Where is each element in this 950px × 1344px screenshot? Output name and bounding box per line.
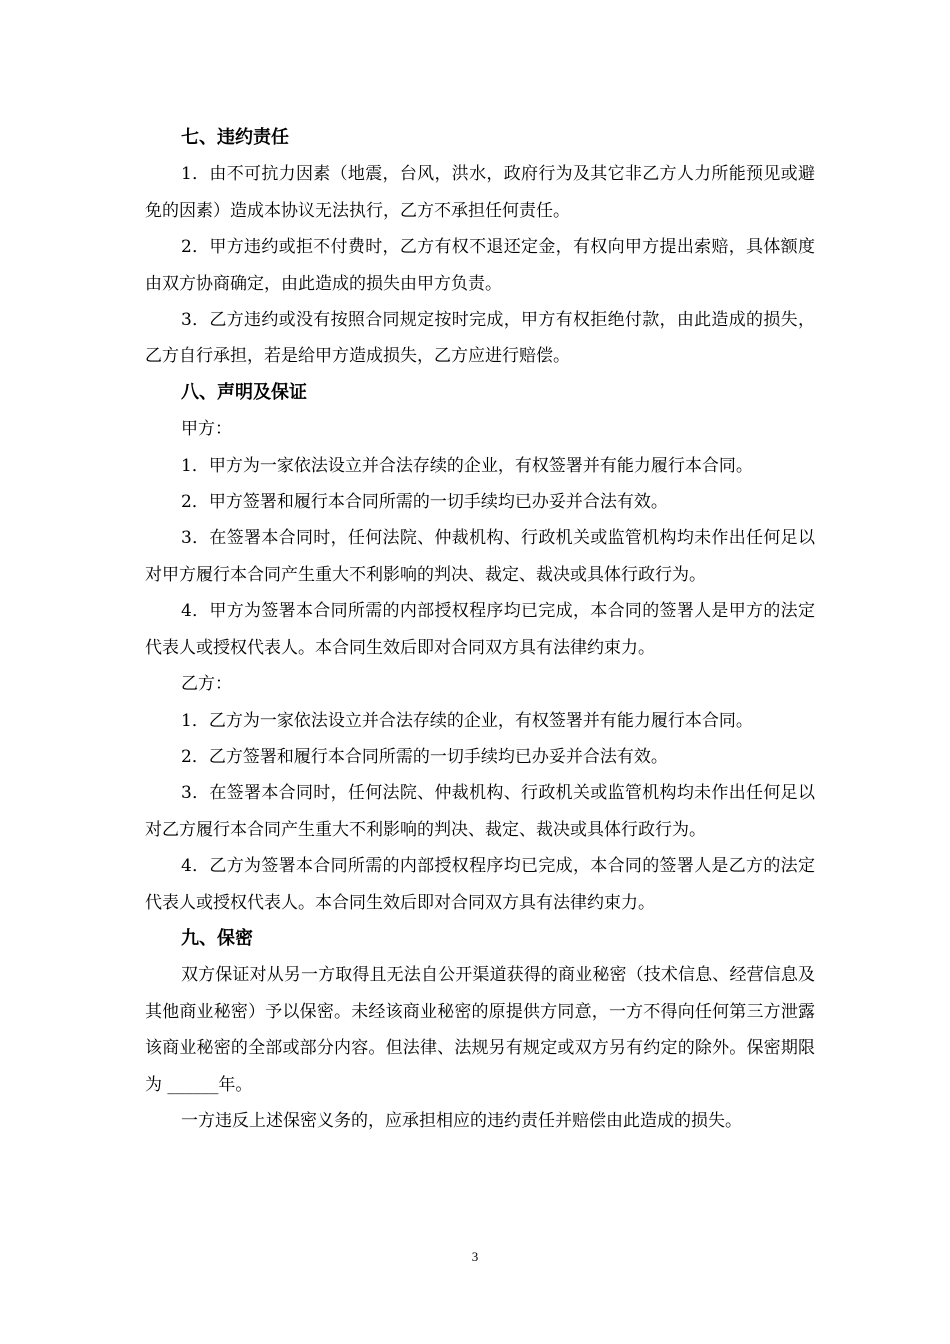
party-a-label: 甲方： [181,419,232,440]
section-heading-representations: 八、声明及保证 [181,381,307,403]
document-body [145,120,815,1139]
party-b-label: 乙方： [181,674,232,695]
paragraph: 1．乙方为一家依法设立并合法存续的企业，有权签署并有能力履行本合同。 [181,710,753,731]
paragraph: 1．由不可抗力因素（地震，台风，洪水，政府行为及其它非乙方人力所能预见或避免的因素）造成本协议无法执行，乙方不承担任何责任。 [145,164,815,221]
paragraph: 1．甲方为一家依法设立并合法存续的企业，有权签署并有能力履行本合同。 [181,455,753,476]
paragraph: 4．乙方为签署本合同所需的内部授权程序均已完成，本合同的签署人是乙方的法定代表人或授权代表人。本合同生效后即对合同双方具有法律约束力。 [145,856,815,913]
paragraph: 4．甲方为签署本合同所需的内部授权程序均已完成，本合同的签署人是甲方的法定代表人或授权代表人。本合同生效后即对合同双方具有法律约束力。 [145,601,815,658]
section-heading-breach-liability: 七、违约责任 [181,127,289,148]
paragraph: 2．甲方违约或拒不付费时，乙方有权不退还定金，有权向甲方提出索赔，具体额度由双方协商确定，由此造成的损失由甲方负责。 [145,237,815,294]
paragraph: 3．乙方违约或没有按照合同规定按时完成，甲方有权拒绝付款，由此造成的损失，乙方自行承担，若是给甲方造成损失，乙方应进行赔偿。 [145,310,815,367]
paragraph: 3．在签署本合同时，任何法院、仲裁机构、行政机关或监管机构均未作出任何足以对乙方履行本合同产生重大不利影响的判决、裁定、裁决或具体行政行为。 [145,783,815,840]
paragraph: 3．在签署本合同时，任何法院、仲裁机构、行政机关或监管机构均未作出任何足以对甲方履行本合同产生重大不利影响的判决、裁定、裁决或具体行政行为。 [145,528,815,585]
paragraph: 双方保证对从另一方取得且无法自公开渠道获得的商业秘密（技术信息、经营信息及其他商业秘密）予以保密。未经该商业秘密的原提供方同意，一方不得向任何第三方泄露该商业秘密的全部或部分内容。但法律、法规另有规定或双方另有约定的除外。保密期限为 ______年。 [145,965,815,1095]
page-number: 3 [471,1249,479,1264]
paragraph: 一方违反上述保密义务的，应承担相应的违约责任并赔偿由此造成的损失。 [181,1110,742,1131]
paragraph: 2．甲方签署和履行本合同所需的一切手续均已办妥并合法有效。 [181,492,668,513]
paragraph: 2．乙方签署和履行本合同所需的一切手续均已办妥并合法有效。 [181,746,668,767]
section-heading-confidentiality: 九、保密 [181,927,253,949]
